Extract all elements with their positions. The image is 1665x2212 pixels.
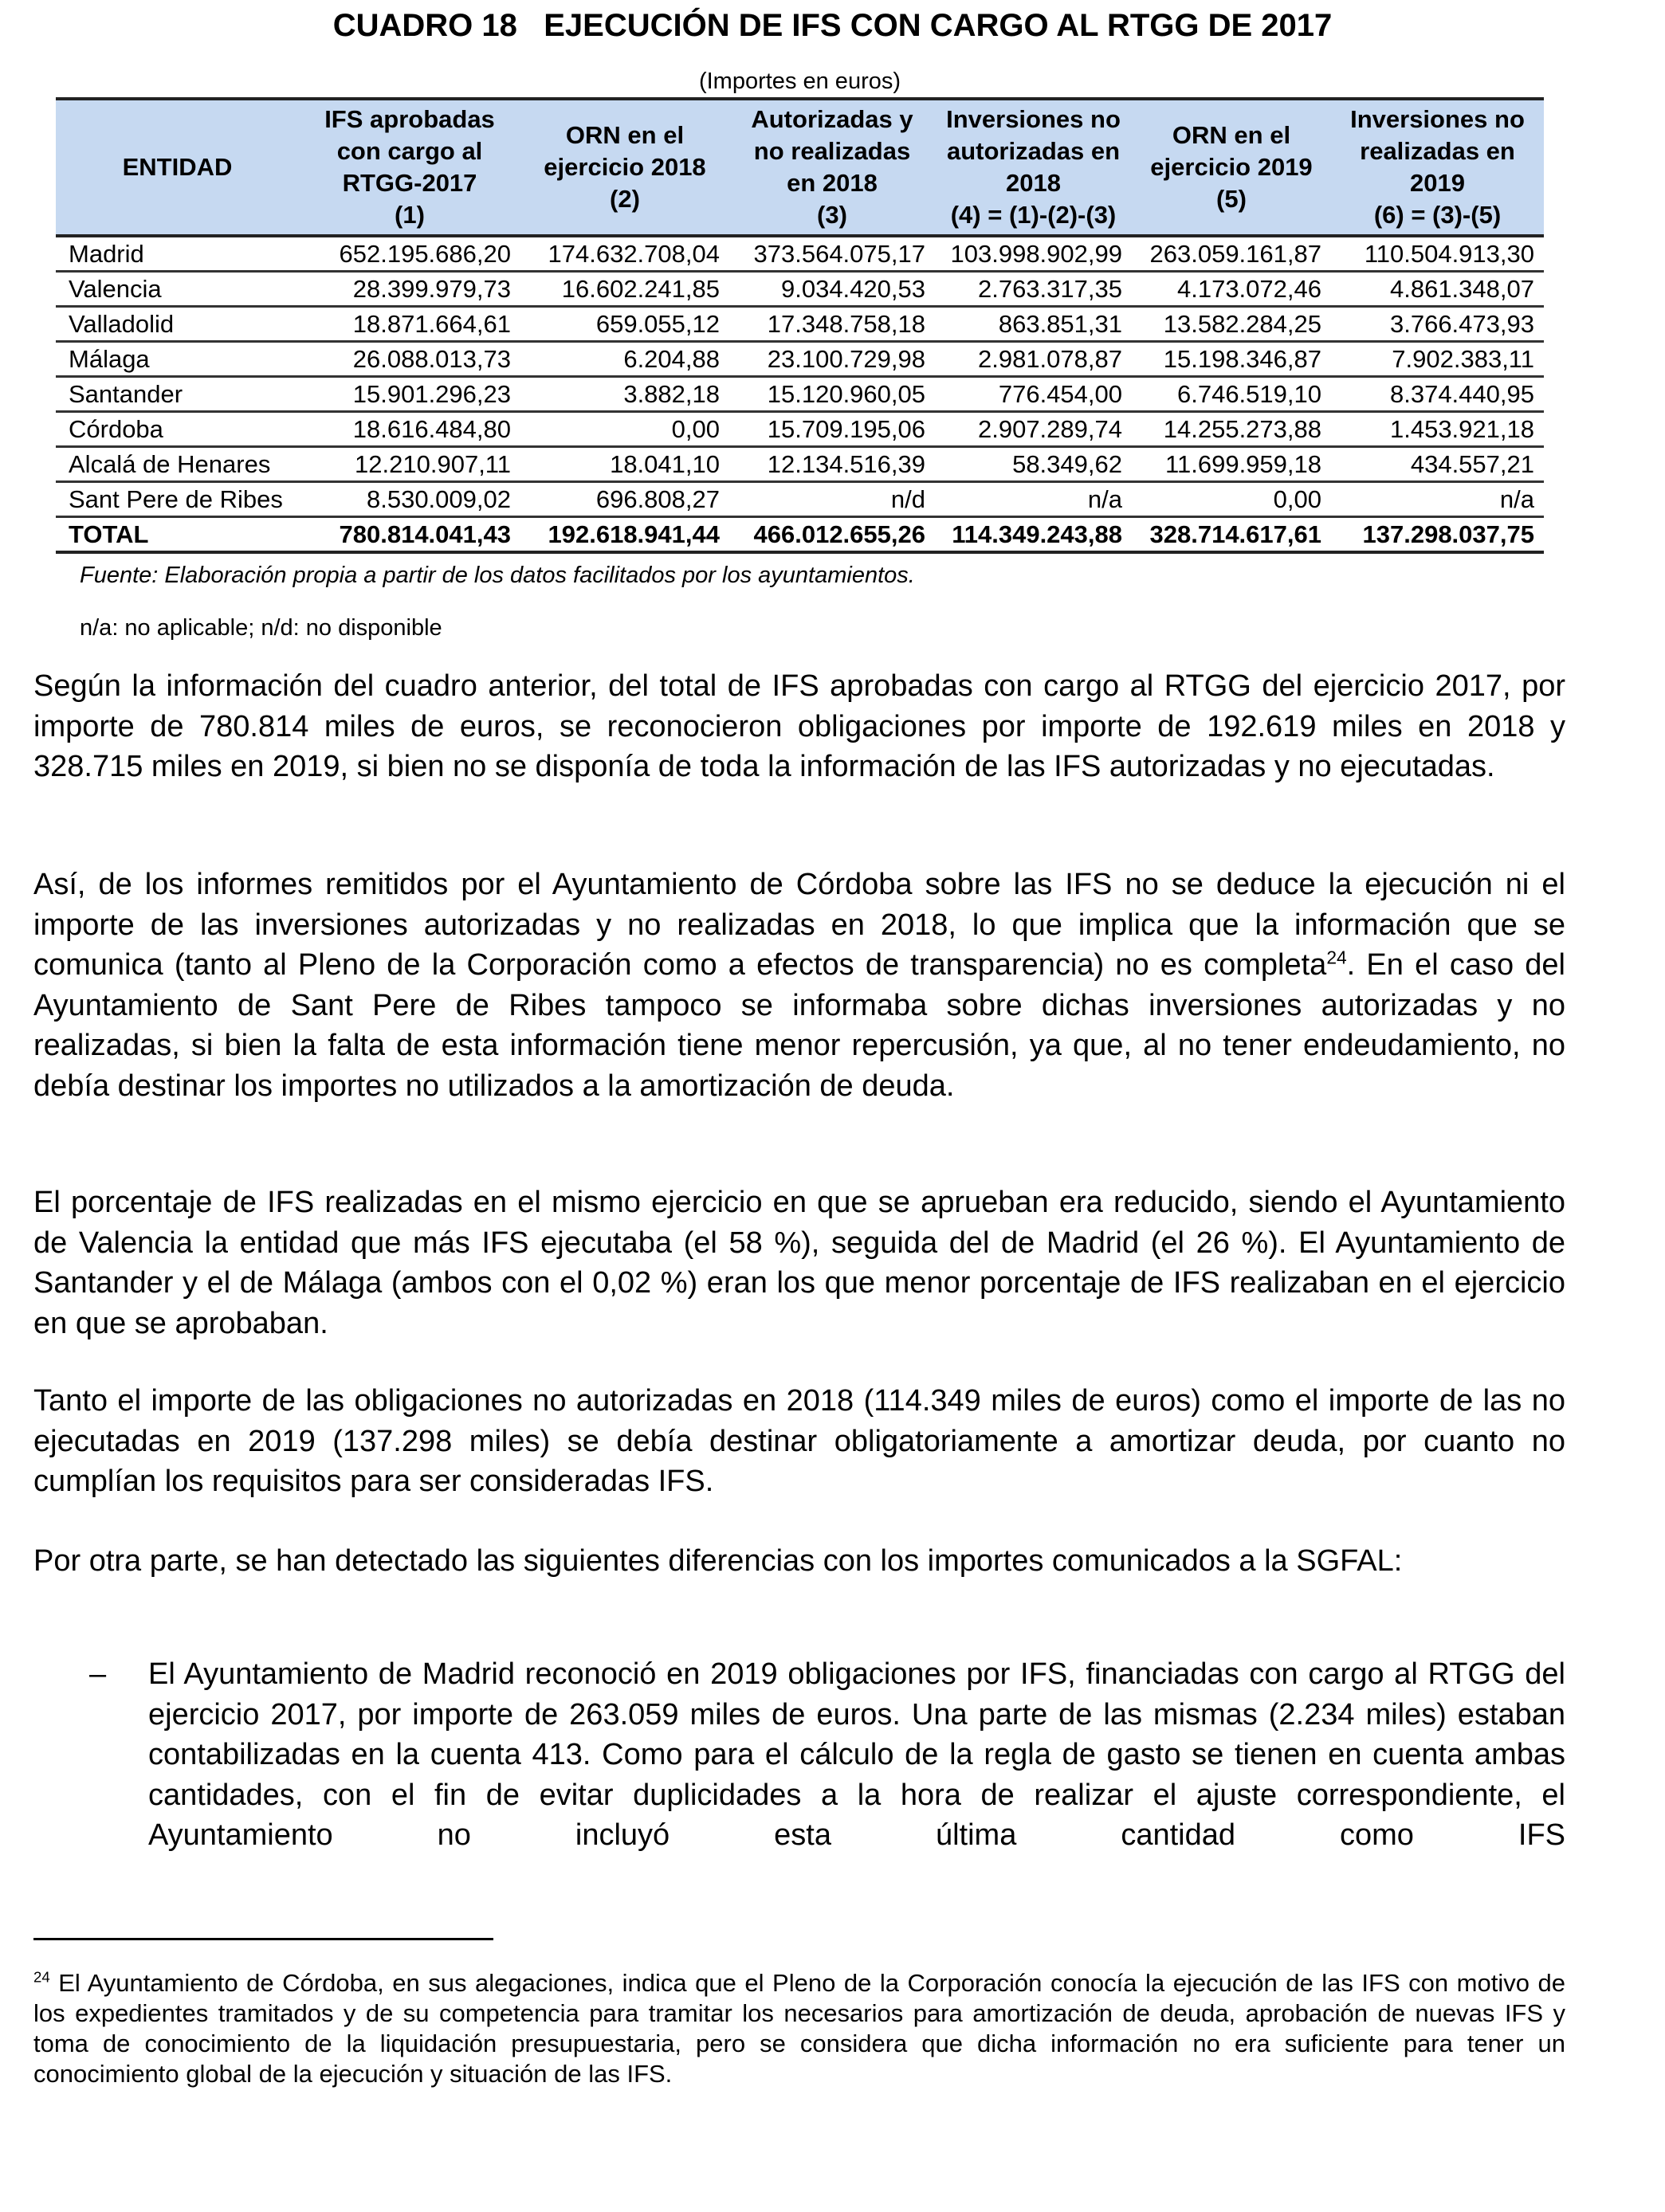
column-header-line: ejercicio 2019	[1150, 153, 1313, 181]
column-header-line: Inversiones no	[946, 105, 1121, 133]
paragraph-summary: Según la información del cuadro anterior, del total de IFS aprobadas con cargo al RTGG del ejercicio 2017, por importe de 780.814 miles de euros, se reconocieron obligaciones por importe de 192.619 miles en 2018 y 328.715 miles en 2019, si bien no se disponía de toda la información de las IFS autorizadas y no ejecutadas.	[33, 669, 1565, 783]
footnote-number: 24	[33, 1968, 50, 1986]
table-row	[56, 377, 1544, 412]
amount-cell: 14.255.273,88	[1132, 412, 1331, 447]
amount-cell: 8.374.440,95	[1331, 377, 1544, 412]
amount-cell: 11.699.959,18	[1132, 447, 1331, 482]
amount-cell: 3.882,18	[520, 377, 729, 412]
entity-cell: Valladolid	[56, 307, 299, 342]
entity-cell: TOTAL	[56, 517, 299, 553]
abbreviations-note: n/a: no aplicable; n/d: no disponible	[80, 615, 442, 641]
amount-cell: 103.998.902,99	[935, 236, 1132, 272]
amount-cell: 659.055,12	[520, 307, 729, 342]
amount-cell: 7.902.383,11	[1331, 342, 1544, 377]
column-header-line: no realizadas	[753, 137, 911, 165]
column-header-line: realizadas en	[1360, 137, 1515, 165]
amount-cell: 0,00	[1132, 482, 1331, 517]
amount-cell: 328.714.617,61	[1132, 517, 1331, 553]
column-header-line: (4) = (1)-(2)-(3)	[950, 201, 1117, 229]
amount-cell: 780.814.041,43	[299, 517, 520, 553]
amount-cell: 6.746.519,10	[1132, 377, 1331, 412]
column-header-line: ORN en el	[565, 121, 685, 149]
amount-cell: n/d	[729, 482, 935, 517]
entity-cell: Málaga	[56, 342, 299, 377]
table-row	[56, 482, 1544, 517]
amount-cell: 263.059.161,87	[1132, 236, 1331, 272]
column-header-line: RTGG-2017	[342, 169, 477, 197]
amount-cell: 434.557,21	[1331, 447, 1544, 482]
amount-cell: 12.134.516,39	[729, 447, 935, 482]
amount-cell: 23.100.729,98	[729, 342, 935, 377]
column-header-line: 2018	[1006, 169, 1061, 197]
table-body	[56, 236, 1544, 552]
amount-cell: 15.901.296,23	[299, 377, 520, 412]
amount-cell: 696.808,27	[520, 482, 729, 517]
amount-cell: 137.298.037,75	[1331, 517, 1544, 553]
amount-cell: 2.763.317,35	[935, 272, 1132, 307]
column-header-line: (3)	[817, 201, 847, 229]
paragraph-text: . En el caso del Ayuntamiento de Sant Pere de Ribes tampoco se informaba sobre dichas inversiones autorizadas y no realizadas, si bien la falta de esta información tiene menor repercusión, ya que, al no tener endeudamiento, no debía destinar los importes no utilizados a la amortización de deuda.	[33, 948, 1565, 1103]
amount-cell: 2.981.078,87	[935, 342, 1132, 377]
amount-cell: 1.453.921,18	[1331, 412, 1544, 447]
entity-cell: Alcalá de Henares	[56, 447, 299, 482]
amount-cell: 8.530.009,02	[299, 482, 520, 517]
amount-cell: 863.851,31	[935, 307, 1132, 342]
units-caption: (Importes en euros)	[698, 69, 901, 94]
amount-cell: 2.907.289,74	[935, 412, 1132, 447]
source-note: Fuente: Elaboración propia a partir de los datos facilitados por los ayuntamientos.	[80, 563, 915, 588]
amount-cell: 373.564.075,17	[729, 236, 935, 272]
column-header	[1331, 99, 1544, 236]
amount-cell: 18.041,10	[520, 447, 729, 482]
amount-cell: 466.012.655,26	[729, 517, 935, 553]
column-header	[520, 99, 729, 236]
column-header-line: ejercicio 2018	[544, 153, 706, 181]
amount-cell: 12.210.907,11	[299, 447, 520, 482]
column-header	[729, 99, 935, 236]
table-header-row	[56, 99, 1544, 236]
amount-cell: 15.198.346,87	[1132, 342, 1331, 377]
amount-cell: 18.871.664,61	[299, 307, 520, 342]
amount-cell: 13.582.284,25	[1132, 307, 1331, 342]
column-header-line: (6) = (3)-(5)	[1373, 201, 1502, 229]
paragraph-text: Así, de los informes remitidos por el Ayuntamiento de Córdoba sobre las IFS no se deduce la ejecución ni el importe de las inversiones autorizadas y no realizadas en 2018, lo que implica que la información que se comunica (tanto al Pleno de la Corporación como a efectos de transparencia) no es completa	[33, 868, 1565, 982]
entity-cell: Valencia	[56, 272, 299, 307]
column-header-line: Inversiones no	[1350, 105, 1525, 133]
entity-cell: Santander	[56, 377, 299, 412]
amount-cell: 15.709.195,06	[729, 412, 935, 447]
column-header-line: (5)	[1216, 185, 1247, 213]
ifs-execution-table	[56, 97, 1544, 554]
column-header-line: 2019	[1410, 169, 1465, 197]
table-title: CUADRO 18 EJECUCIÓN DE IFS CON CARGO AL RTGG DE 2017	[332, 8, 1333, 43]
column-header	[299, 99, 520, 236]
amount-cell: 192.618.941,44	[520, 517, 729, 553]
footnote-text: El Ayuntamiento de Córdoba, en sus alegaciones, indica que el Pleno de la Corporación conocía la ejecución de las IFS con motivo de los expedientes tramitados y de su competencia para tramitar los necesarios para amortización de deuda, aprobación de nuevas IFS y toma de conocimiento de la liquidación presupuestaria, pero se considera que dicha información no era suficiente para tener un conocimiento global de la ejecución y situación de las IFS.	[33, 1969, 1565, 2088]
amount-cell: 58.349,62	[935, 447, 1132, 482]
amount-cell: 776.454,00	[935, 377, 1132, 412]
amount-cell: n/a	[1331, 482, 1544, 517]
table-row	[56, 342, 1544, 377]
bullet-text: El Ayuntamiento de Madrid reconoció en 2019 obligaciones por IFS, financiadas con cargo al RTGG del ejercicio 2017, por importe de 263.059 miles de euros. Una parte de las mismas (2.234 miles) estaban contabilizadas en la cuenta 413. Como para el cálculo de la regla de gasto se tienen en cuenta ambas cantidades, con el fin de evitar duplicidades a la hora de realizar el ajuste correspondiente, el Ayuntamiento no incluyó esta última cantidad como IFS	[148, 1657, 1565, 1852]
entity-cell: Madrid	[56, 236, 299, 272]
amount-cell: 174.632.708,04	[520, 236, 729, 272]
amount-cell: 4.173.072,46	[1132, 272, 1331, 307]
column-header-line: (2)	[610, 185, 640, 213]
amount-cell: 16.602.241,85	[520, 272, 729, 307]
footnote-reference[interactable]: 24	[1326, 947, 1347, 968]
footnote-24	[33, 1968, 1565, 2089]
footnote-separator	[33, 1938, 493, 1940]
amount-cell: 28.399.979,73	[299, 272, 520, 307]
amount-cell: 110.504.913,30	[1331, 236, 1544, 272]
amount-cell: 652.195.686,20	[299, 236, 520, 272]
paragraph-differences: Por otra parte, se han detectado las siguientes diferencias con los importes comunicados a la SGFAL:	[33, 1544, 1403, 1578]
table-row	[56, 236, 1544, 272]
dash-bullet-icon: –	[89, 1657, 107, 1691]
column-header-line: con cargo al	[336, 137, 483, 165]
table-row	[56, 447, 1544, 482]
entity-cell: Córdoba	[56, 412, 299, 447]
entity-cell: Sant Pere de Ribes	[56, 482, 299, 517]
paragraph-percentage: El porcentaje de IFS realizadas en el mismo ejercicio en que se aprueban era reducido, siendo el Ayuntamiento de Valencia la entidad que más IFS ejecutaba (el 58 %), seguida del de Madrid (el 26 %). El Ayuntamiento de Santander y el de Málaga (ambos con el 0,02 %) eran los que menor porcentaje de IFS realizaban en el ejercicio en que se aprobaban.	[33, 1186, 1565, 1340]
column-header-line: en 2018	[787, 169, 878, 197]
amount-cell: 0,00	[520, 412, 729, 447]
column-header-line: ORN en el	[1172, 121, 1291, 149]
column-header-line: Autorizadas y	[751, 105, 913, 133]
amount-cell: 4.861.348,07	[1331, 272, 1544, 307]
column-header-line: ENTIDAD	[122, 153, 233, 181]
column-header	[56, 99, 299, 236]
amount-cell: 9.034.420,53	[729, 272, 935, 307]
table-row	[56, 272, 1544, 307]
amount-cell: 18.616.484,80	[299, 412, 520, 447]
amount-cell: 17.348.758,18	[729, 307, 935, 342]
column-header-line: autorizadas en	[946, 137, 1121, 165]
amount-cell: 3.766.473,93	[1331, 307, 1544, 342]
column-header	[1132, 99, 1331, 236]
column-header-line: (1)	[395, 201, 425, 229]
table-row	[56, 307, 1544, 342]
column-header	[935, 99, 1132, 236]
amount-cell: 15.120.960,05	[729, 377, 935, 412]
paragraph-cordoba	[33, 865, 1565, 1106]
amount-cell: 114.349.243,88	[935, 517, 1132, 553]
amount-cell: n/a	[935, 482, 1132, 517]
column-header-line: IFS aprobadas	[324, 105, 495, 133]
total-row	[56, 517, 1544, 553]
amount-cell: 6.204,88	[520, 342, 729, 377]
table-row	[56, 412, 1544, 447]
paragraph-amortization: Tanto el importe de las obligaciones no autorizadas en 2018 (114.349 miles de euros) como el importe de las no ejecutadas en 2019 (137.298 miles) se debía destinar obligatoriamente a amortizar deuda, por cuanto no cumplían los requisitos para ser consideradas IFS.	[33, 1384, 1565, 1498]
amount-cell: 26.088.013,73	[299, 342, 520, 377]
